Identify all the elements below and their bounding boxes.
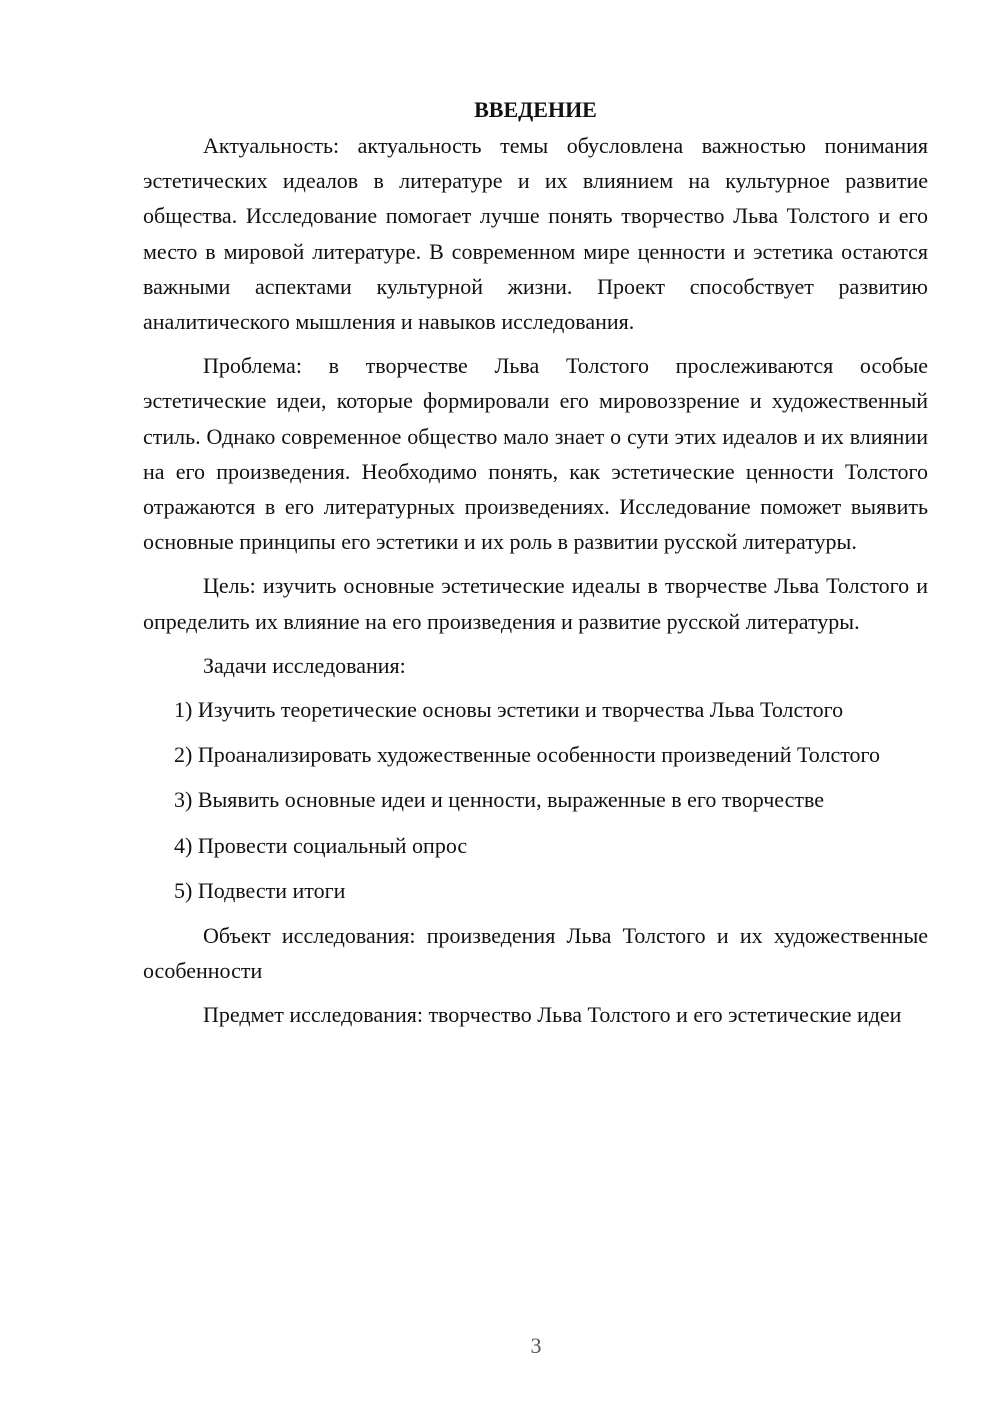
page-content: [143, 92, 928, 1042]
problem-paragraph: Проблема: в творчестве Льва Толстого прослеживаются особые эстетические идеи, которые формировали его мировоззрение и художественный стиль. Однако современное общество мало знает о сути этих идеалов и их влиянии на его произведения. Необходимо понять, как эстетические ценности Толстого отражаются в его литературных произведениях. Исследование поможет выявить основные принципы его эстетики и их роль в развитии русской литературы.: [143, 353, 928, 555]
task-item: 5) Подвести итоги: [174, 877, 346, 903]
object-paragraph: Объект исследования: произведения Льва Толстого и их художественные особенности: [143, 923, 928, 984]
goal-paragraph: Цель: изучить основные эстетические идеалы в творчестве Льва Толстого и определить их влияние на его произведения и развитие русской литературы.: [143, 573, 928, 634]
task-item: 2) Проанализировать художественные особенности произведений Толстого: [174, 742, 881, 768]
task-item: 4) Провести социальный опрос: [174, 832, 468, 858]
task-item: 3) Выявить основные идеи и ценности, выраженные в его творчестве: [174, 787, 824, 813]
tasks-heading: Задачи исследования:: [203, 652, 406, 678]
page-number: 3: [530, 1333, 542, 1358]
relevance-paragraph: Актуальность: актуальность темы обусловлена важностью понимания эстетических идеалов в литературе и их влиянием на культурное развитие общества. Исследование помогает лучше понять творчество Льва Толстого и его место в мировой литературе. В современном мире ценности и эстетика остаются важными аспектами культурной жизни. Проект способствует развитию аналитического мышления и навыков исследования.: [143, 133, 928, 335]
task-item: 1) Изучить теоретические основы эстетики и творчества Льва Толстого: [174, 697, 844, 723]
section-heading: ВВЕДЕНИЕ: [474, 97, 597, 122]
subject-paragraph: Предмет исследования: творчество Льва Толстого и его эстетические идеи: [203, 1002, 902, 1028]
